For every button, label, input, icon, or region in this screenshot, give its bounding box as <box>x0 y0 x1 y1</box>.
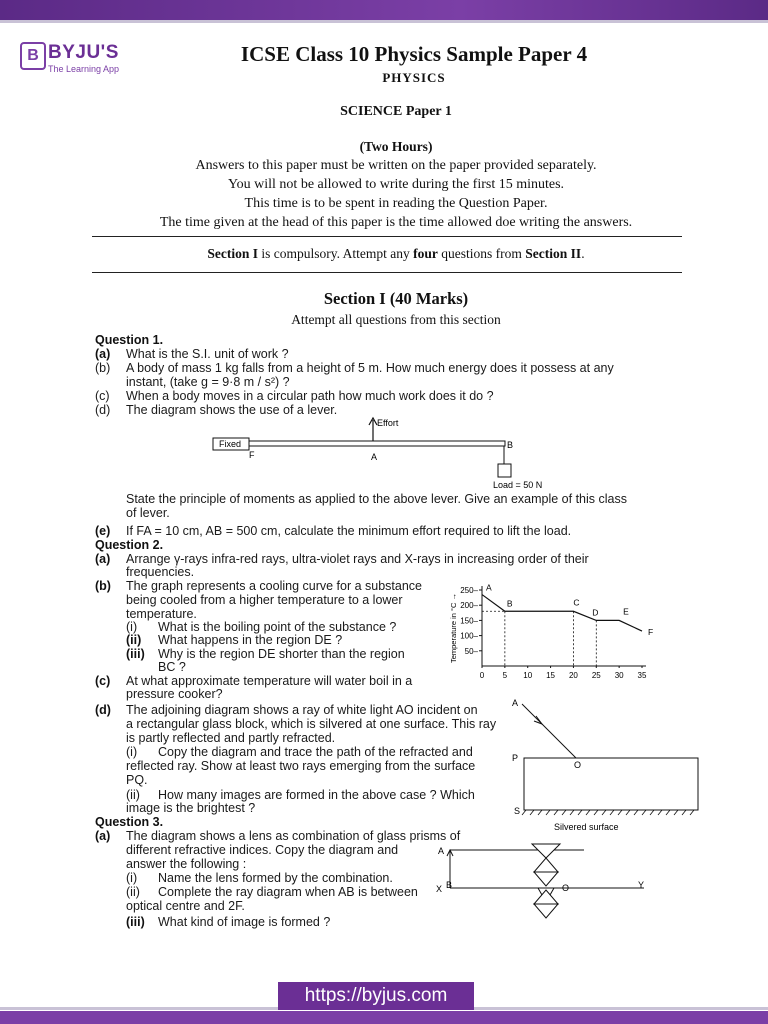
q1-d-after-text-2: of lever. <box>126 506 170 520</box>
q1-d-label: (d) <box>95 403 111 417</box>
q3-aii-text-2: optical centre and 2F. <box>126 899 245 913</box>
prism-stack <box>532 832 560 918</box>
load-label: Load = 50 N <box>493 480 543 490</box>
top-banner-stripe <box>0 20 768 23</box>
q2-di-text-2: reflected ray. Show at least two rays emerging from the surface <box>126 759 476 773</box>
y-tick-label: 50– <box>464 646 478 656</box>
q2-dii-text-2: image is the brightest ? <box>126 801 256 815</box>
paper-title: SCIENCE Paper 1 <box>340 104 452 119</box>
q2-biii-text-2: BC ? <box>158 660 186 674</box>
point-o-label: O <box>574 760 582 770</box>
q2-d-text: The adjoining diagram shows a ray of white light AO incident on <box>126 703 478 717</box>
q2-bi-label: (i) <box>126 620 138 634</box>
q2-biii-text: Why is the region DE shorter than the region <box>158 647 405 661</box>
q3-a-text: The diagram shows a lens as combination of glass prisms of <box>126 829 461 843</box>
q2-d-text-2: a rectangular glass block, which is silvered at one surface. This ray <box>126 717 497 731</box>
x-tick-label: 20 <box>568 671 578 680</box>
section-title: Section I (40 Marks) <box>323 289 469 308</box>
point-label: B <box>506 598 513 609</box>
q2-c-label: (c) <box>95 674 111 688</box>
q1-e-text: If FA = 10 cm, AB = 500 cm, calculate the minimum effort required to lift the load. <box>126 524 572 538</box>
point-a-label: A <box>512 698 519 708</box>
footer-url-link[interactable]: https://byjus.com <box>278 982 474 1010</box>
q3-ai-text: Name the lens formed by the combination. <box>158 871 393 885</box>
section-note-part: questions from <box>437 246 526 261</box>
duration: (Two Hours) <box>359 139 433 154</box>
q3-aiii-label: (iii) <box>126 915 145 929</box>
load-block <box>498 464 511 477</box>
x-tick-label: 35 <box>637 671 647 680</box>
q3-aiii-text: What kind of image is formed ? <box>158 915 331 929</box>
q2-bii-text: What happens in the region DE ? <box>158 633 343 647</box>
q1-d-after-text: State the principle of moments as applied to the above lever. Give an example of this class <box>126 492 627 506</box>
lever-bar <box>249 441 505 446</box>
y-tick-label: 250– <box>460 586 478 595</box>
q3-a-label: (a) <box>95 829 111 843</box>
q3-ai-label: (i) <box>126 871 138 885</box>
q2-a-text-2: frequencies. <box>126 565 195 579</box>
fixed-label: Fixed <box>219 439 242 449</box>
q1-b-label: (b) <box>95 361 111 375</box>
section-note-part: Section II <box>525 246 582 261</box>
q2-a-text: Arrange γ-rays infra-red rays, ultra-violet rays and X-rays in increasing order of their <box>126 552 589 566</box>
q2-b-text: The graph represents a cooling curve for a substance <box>126 579 423 593</box>
point-o-label: O <box>562 883 570 893</box>
section-note-part: . <box>581 246 585 261</box>
bottom-banner <box>0 1011 768 1024</box>
q1-d-text: The diagram shows the use of a lever. <box>126 403 338 417</box>
q2-d-text-3: is partly reflected and partly refracted. <box>126 731 336 745</box>
divider-top <box>92 236 682 237</box>
point-a-label: A <box>371 452 378 462</box>
logo-name: BYJU'S <box>48 42 119 63</box>
q1-c-text: When a body moves in a circular path how much work does it do ? <box>126 389 494 403</box>
q2-heading: Question 2. <box>95 538 164 552</box>
x-tick-label: 25 <box>591 671 601 680</box>
q2-b-text-3: temperature. <box>126 607 197 621</box>
q1-a-label: (a) <box>95 347 111 361</box>
top-banner <box>0 0 768 20</box>
point-s-label: S <box>514 806 521 816</box>
glass-block-diagram <box>508 696 708 834</box>
instruction-3: This time is to be spent in reading the Question Paper. <box>244 196 548 211</box>
q2-di-text-3: PQ. <box>126 773 148 787</box>
x-tick-label: 30 <box>614 671 624 680</box>
silvered-hatching <box>522 810 698 815</box>
q2-b-text-2: being cooled from a higher temperature to a lower <box>126 593 403 607</box>
point-label: C <box>573 597 580 608</box>
section-note-part: is compulsory. Attempt any <box>258 246 414 261</box>
silvered-surface-label: Silvered surface <box>554 822 619 832</box>
q2-di-label: (i) <box>126 745 138 759</box>
point-a-label: A <box>438 846 445 856</box>
x-tick-label: 5 <box>502 671 508 680</box>
y-axis-label: Temperature in °C → <box>449 592 458 664</box>
section-note-part: four <box>413 246 438 261</box>
q1-b-text: A body of mass 1 kg falls from a height of 5 m. How much energy does it possess at any <box>126 361 614 375</box>
q1-c-label: (c) <box>95 389 110 403</box>
q2-bii-label: (ii) <box>126 633 142 647</box>
point-x-label: X <box>436 884 443 894</box>
q3-heading: Question 3. <box>95 815 164 829</box>
lever-diagram <box>205 414 543 492</box>
x-tick-label: 10 <box>523 671 533 680</box>
logo-letter: B <box>20 42 46 70</box>
incident-ray <box>522 704 576 758</box>
section-subtitle: Attempt all questions from this section <box>291 312 501 327</box>
section-note <box>0 246 768 262</box>
point-label: D <box>592 607 599 618</box>
x-tick-label: 15 <box>546 671 556 680</box>
divider-bottom <box>92 272 682 273</box>
q3-a-text-3: answer the following : <box>126 857 247 871</box>
point-p-label: P <box>512 753 519 763</box>
cooling-curve-chart <box>448 582 652 682</box>
point-y-label: Y <box>638 880 645 890</box>
q2-c-text-2: pressure cooker? <box>126 687 223 701</box>
point-label: A <box>486 582 492 593</box>
logo-tagline: The Learning App <box>48 64 120 74</box>
page-title: ICSE Class 10 Physics Sample Paper 4 <box>240 42 588 66</box>
y-tick-label: 200– <box>460 601 478 611</box>
point-label: F <box>648 627 654 638</box>
q2-c-text: At what approximate temperature will water boil in a <box>126 674 413 688</box>
q3-a-text-2: different refractive indices. Copy the diagram and <box>126 843 399 857</box>
point-b-label: B <box>507 440 514 450</box>
point-label: E <box>623 606 629 617</box>
q2-b-label: (b) <box>95 579 111 593</box>
instruction-2: You will not be allowed to write during the first 15 minutes. <box>227 177 565 192</box>
point-b-label: B <box>446 880 453 890</box>
q2-dii-label: (ii) <box>126 788 140 802</box>
q2-bi-text: What is the boiling point of the substance ? <box>158 620 397 634</box>
q2-dii-text: How many images are formed in the above case ? Which <box>158 788 475 802</box>
q1-heading: Question 1. <box>95 333 164 347</box>
q2-di-text: Copy the diagram and trace the path of the refracted and <box>158 745 473 759</box>
q2-biii-label: (iii) <box>126 647 145 661</box>
instruction-4: The time given at the head of this paper is the time allowed doe writing the answers. <box>159 215 633 230</box>
instruction-1: Answers to this paper must be written on the paper provided separately. <box>195 158 597 173</box>
q2-a-label: (a) <box>95 552 111 566</box>
point-f-label: F <box>249 450 255 460</box>
glass-block <box>524 758 698 810</box>
q3-aii-label: (ii) <box>126 885 140 899</box>
section-note-part: Section I <box>207 246 259 261</box>
q1-a-text: What is the S.I. unit of work ? <box>126 347 289 361</box>
y-tick-label: 100– <box>460 631 478 641</box>
subject-title: PHYSICS <box>382 70 446 85</box>
x-tick-label: 0 <box>479 671 485 680</box>
effort-label: Effort <box>377 418 399 428</box>
q3-aii-text: Complete the ray diagram when AB is between <box>158 885 418 899</box>
q1-e-label: (e) <box>95 524 111 538</box>
prism-lens-diagram <box>434 840 654 922</box>
y-tick-label: 150– <box>460 616 478 626</box>
q1-b-text-2: instant, (take g = 9·8 m / s²) ? <box>126 375 290 389</box>
q2-d-label: (d) <box>95 703 111 717</box>
